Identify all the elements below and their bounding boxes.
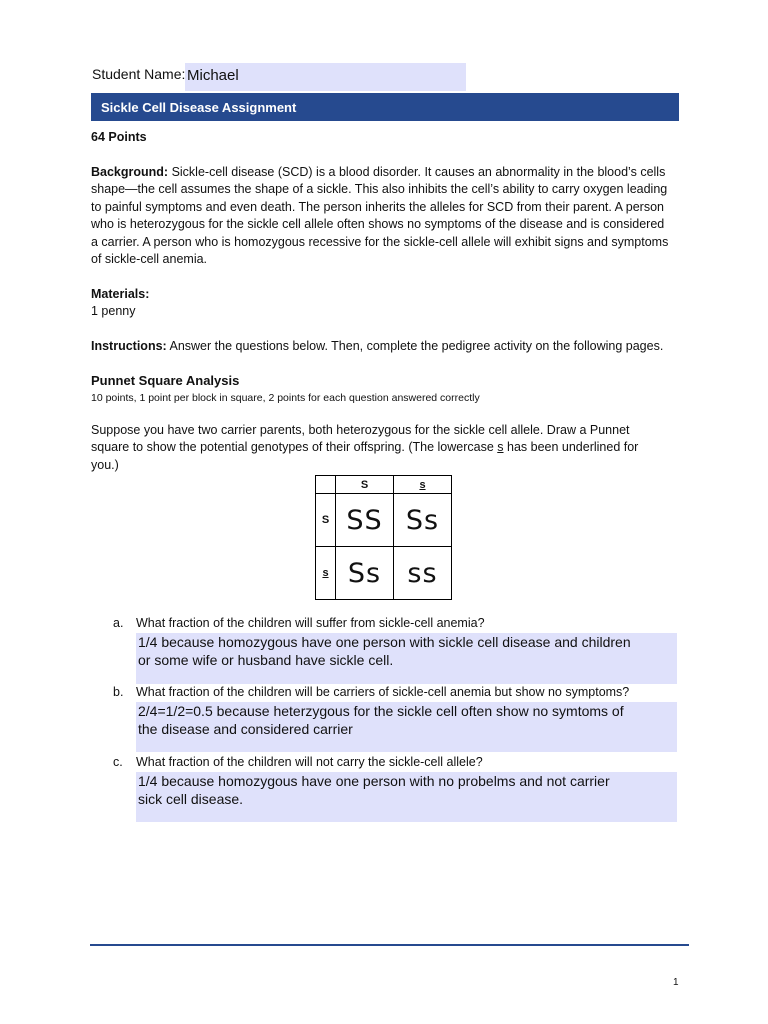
punnett-cell[interactable]: Ss	[394, 494, 452, 547]
question-letter: c.	[113, 755, 123, 769]
punnett-cell[interactable]: SS	[336, 494, 394, 547]
punnett-prompt: Suppose you have two carrier parents, both heterozygous for the sickle cell allele. Draw a Punnet square to show the potential genotypes of their offspring. (The lowercase s has been underlined for you.)	[91, 423, 639, 472]
instructions-label: Instructions:	[91, 339, 167, 353]
instructions-section	[91, 338, 681, 355]
answer-field[interactable]: 1/4 because homozygous have one person with no probelms and not carrier sick cell disease.	[136, 772, 677, 822]
background-line: of sickle-cell anemia.	[91, 252, 208, 267]
page-number: 1	[673, 977, 679, 988]
materials-label: Materials:	[91, 287, 150, 301]
background-line: who is heterozygous for the sickle cell allele often shows no symptoms of the disease and is considered	[91, 217, 665, 232]
background-line: a carrier. A person who is homozygous recessive for the sickle-cell allele will exhibit signs and symptoms	[91, 234, 669, 249]
student-name-field[interactable]: Michael	[185, 63, 466, 91]
punnett-col-header: S	[336, 476, 394, 494]
answer-field[interactable]: 1/4 because homozygous have one person with sickle cell disease and children or some wife or husband have sickle cell.	[136, 633, 677, 684]
materials-item: 1 penny	[91, 304, 136, 319]
question-text: What fraction of the children will not carry the sickle-cell allele?	[136, 755, 483, 769]
punnett-row-header: s	[316, 547, 336, 600]
answer-field[interactable]: 2/4=1/2=0.5 because heterzygous for the sickle cell often show no symtoms of the disease and considered carrier	[136, 702, 677, 752]
punnett-cell[interactable]: Ss	[336, 547, 394, 600]
punnett-cell[interactable]: ss	[394, 547, 452, 600]
punnett-corner	[316, 476, 336, 494]
punnett-subheading: 10 points, 1 point per block in square, 2 points for each question answered correctly	[91, 392, 480, 404]
punnett-row-header: S	[316, 494, 336, 547]
question-letter: b.	[113, 685, 124, 699]
student-name-label: Student Name:	[92, 66, 186, 82]
background-line: to painful symptoms and even death. The person inherits the alleles for SCD from their parent. A person	[91, 199, 664, 214]
assignment-title: Sickle Cell Disease Assignment	[91, 93, 679, 121]
question-text: What fraction of the children will be carriers of sickle-cell anemia but show no symptoms?	[136, 685, 630, 699]
background-label: Background:	[91, 165, 169, 179]
points-total: 64 Points	[91, 130, 147, 144]
punnett-heading: Punnet Square Analysis	[91, 373, 240, 388]
background-paragraph	[91, 164, 681, 268]
footer-divider	[90, 944, 689, 946]
background-line: Background: Sickle-cell disease (SCD) is a blood disorder. It causes an abnormality in the blood’s cells	[91, 165, 666, 179]
materials-section	[91, 286, 681, 321]
punnett-square	[315, 475, 452, 600]
instructions-text: Answer the questions below. Then, complete the pedigree activity on the following pages.	[166, 339, 664, 353]
question-text: What fraction of the children will suffer from sickle-cell anemia?	[136, 616, 485, 630]
punnett-col-header: s	[394, 476, 452, 494]
background-line: shape—the cell assumes the shape of a sickle. This also inhibits the cell’s ability to carry oxygen leading	[91, 182, 668, 197]
question-letter: a.	[113, 616, 124, 630]
